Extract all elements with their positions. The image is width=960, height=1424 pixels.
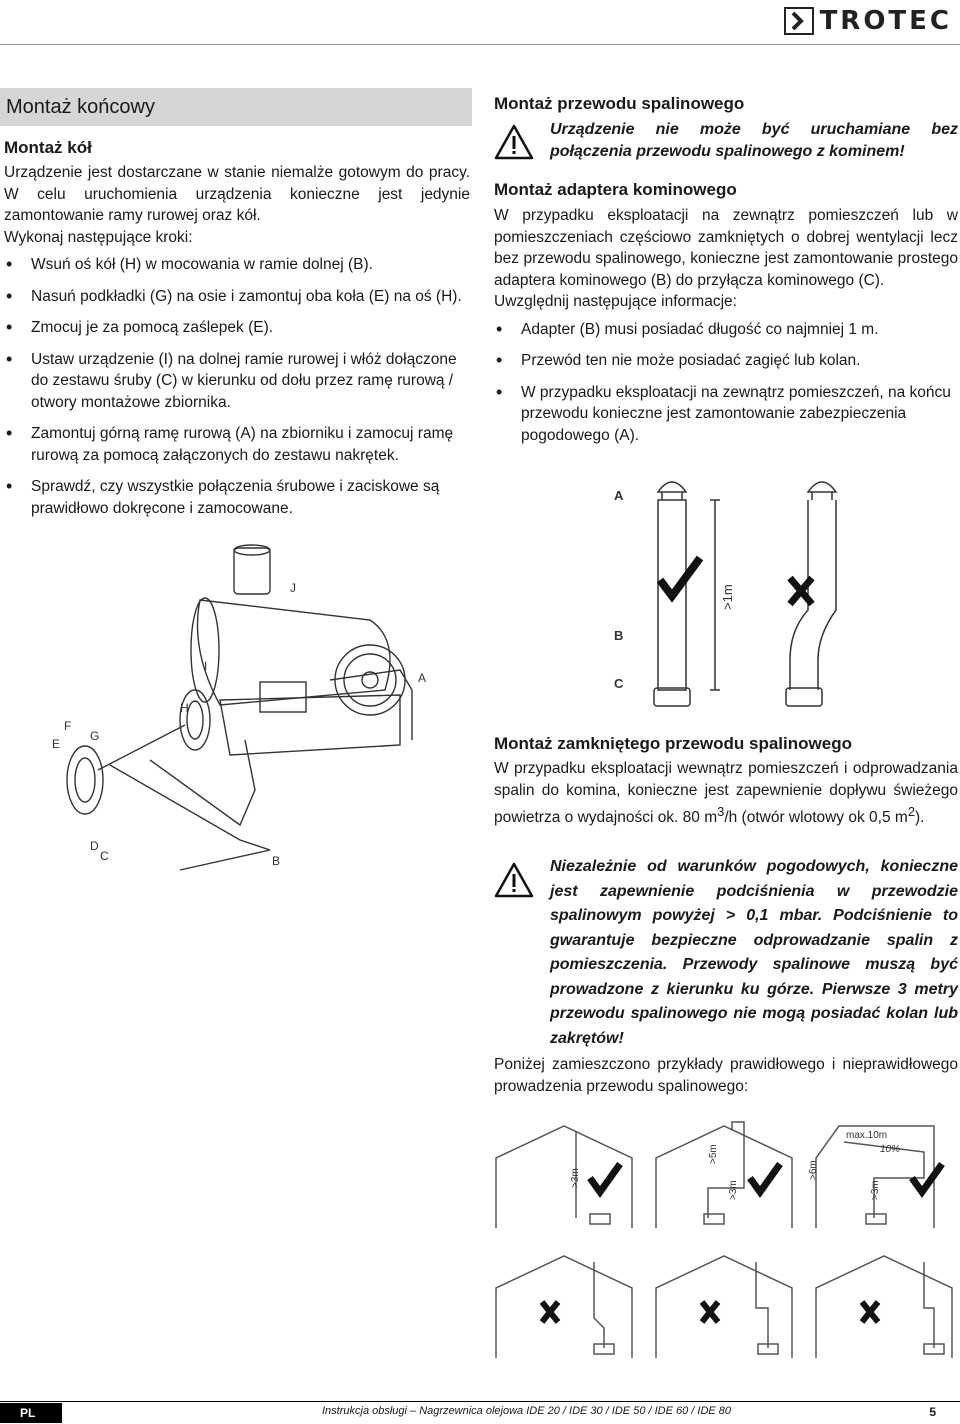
steps-intro: Wykonaj następujące kroki:: [4, 228, 193, 246]
warning-icon: [494, 124, 534, 160]
figure-label-e: E: [52, 737, 61, 751]
list-item: • Zmocuj je za pomocą zaślepek (E).: [4, 317, 470, 339]
flue-examples-wrong: [494, 1248, 954, 1368]
figure-label-h: H: [180, 701, 189, 715]
heater-assembly-figure: [40, 540, 460, 880]
wheels-intro: Urządzenie jest dostarczane w stanie niemalże gotowym do pracy. W celu uruchomienia urządzenia konieczne jest jedynie zamontowanie ramy rurowej oraz kół.: [4, 164, 470, 224]
height-label: >3m: [570, 1168, 581, 1188]
list-item: • Sprawdź, czy wszystkie połączenia śrubowe i zaciskowe są prawidłowo dokręcone i zamocowane.: [4, 476, 470, 519]
wrong-cross-icon: [542, 1302, 878, 1322]
figure-label-i: I: [204, 659, 208, 673]
correct-check-icon: [660, 558, 700, 596]
figure-label-a: A: [418, 671, 427, 685]
figure-label-f: F: [64, 719, 72, 733]
closed-text-part: W przypadku eksploatacji wewnątrz pomieszczeń i odprowadzania spalin do komina, konieczne jest zapewnienie dopływu świeżego powietrza o wydajności ok. 80 m: [494, 760, 958, 827]
flue-examples-correct: [494, 1118, 954, 1238]
page-number: 5: [929, 1405, 936, 1419]
closed-text-part: ).: [915, 809, 925, 827]
list-item: • Nasuń podkładki (G) na osie i zamontuj oba koła (E) na oś (H).: [4, 286, 470, 308]
pipe-label-a: A: [614, 488, 624, 503]
adapter-section: [494, 205, 958, 456]
superscript: 3: [717, 804, 725, 819]
pipe-label-b: B: [614, 628, 624, 643]
list-item: • Wsuń oś kół (H) w mocowania w ramie dolnej (B).: [4, 254, 470, 276]
figure-label-c: C: [100, 849, 109, 863]
max-length-label: max.10m: [846, 1130, 888, 1141]
closed-text: [494, 758, 958, 829]
closed-text-part: /h (otwór wlotowy ok 0,5 m: [724, 809, 908, 827]
list-item: • Zamontuj górną ramę rurową (A) na zbiorniku i zamocuj ramę rurową za pomocą załączonych do zestawu nakrętek.: [4, 423, 470, 466]
adapter-points: [494, 319, 958, 447]
wheels-section: [4, 162, 470, 529]
figure-label-g: G: [90, 729, 100, 743]
adapter-note: Uwzględnij następujące informacje:: [494, 293, 737, 310]
warning-icon: [494, 862, 534, 898]
height-label: >6m: [808, 1160, 819, 1180]
height-label: >3m: [728, 1180, 739, 1200]
list-item: • Ustaw urządzenie (I) na dolnej ramie rurowej i włóż dołączone do zestawu śruby (C) w kierunku od dołu przez ramę rurową / otwory montażowe zbiornika.: [4, 349, 470, 414]
figure-label-b: B: [272, 854, 281, 868]
exhaust-warning: Urządzenie nie może być uruchamiane bez połączenia przewodu spalinowego z kominem!: [550, 121, 958, 160]
pipe-length-label: >1m: [720, 584, 735, 610]
footer-document-title: Instrukcja obsługi – Nagrzewnica olejowa IDE 20 / IDE 30 / IDE 50 / IDE 60 / IDE 80: [322, 1405, 732, 1417]
list-item: • W przypadku eksploatacji na zewnątrz pomieszczeń, na końcu przewodu konieczne jest zamontowanie zabezpieczenia pogodowego (A).: [494, 382, 958, 447]
closed-warning: Niezależnie od warunków pogodowych, konieczne jest zapewnienie podciśnienia w przewodzie spalinowym powyżej > 0,1 mbar. Podciśnienie to gwarantuje bezpieczne odprowadzanie spalin z pomieszczenia. Przewody spalinowe muszą być prowadzone z kierunku ku górze. Pierwsze 3 metry przewodu spalinowego nie mogą posiadać kolan lub zakrętów!: [550, 858, 958, 1047]
brand-name: TROTEC: [819, 6, 952, 36]
brand-logo: [784, 6, 952, 36]
examples-text: Poniżej zamieszczono przykłady prawidłowego i nieprawidłowego prowadzenia przewodu spalinowego:: [494, 1056, 958, 1095]
chimney-adapter-figure: [590, 470, 860, 710]
list-item: • Przewód ten nie może posiadać zagięć lub kolan.: [494, 350, 958, 372]
height-label: >3m: [870, 1180, 881, 1200]
logo-mark-icon: [784, 7, 814, 35]
list-item: • Adapter (B) musi posiadać długość co najmniej 1 m.: [494, 319, 958, 341]
height-label: >5m: [708, 1144, 719, 1164]
closed-heading: Montaż zamkniętego przewodu spalinowego: [494, 734, 852, 753]
wheels-heading: Montaż kół: [4, 138, 92, 157]
adapter-heading: Montaż adaptera kominowego: [494, 180, 737, 199]
header-divider: [0, 44, 960, 45]
exhaust-heading: Montaż przewodu spalinowego: [494, 94, 745, 113]
section-title: Montaż końcowy: [0, 88, 472, 126]
adapter-text: W przypadku eksploatacji na zewnątrz pomieszczeń lub w pomieszczeniach częściowo zamkniętych o dobrej wentylacji lecz bez przewodu spalinowego, konieczne jest zamontowanie prostego adaptera kominowego (B) do przyłącza kominowego (C).: [494, 207, 958, 289]
figure-label-j: J: [290, 581, 296, 595]
slope-label: 10%: [880, 1144, 901, 1155]
pipe-label-c: C: [614, 676, 624, 691]
figure-label-d: D: [90, 839, 99, 853]
superscript: 2: [907, 804, 915, 819]
language-badge: PL: [0, 1403, 62, 1423]
steps-list: [4, 254, 470, 519]
